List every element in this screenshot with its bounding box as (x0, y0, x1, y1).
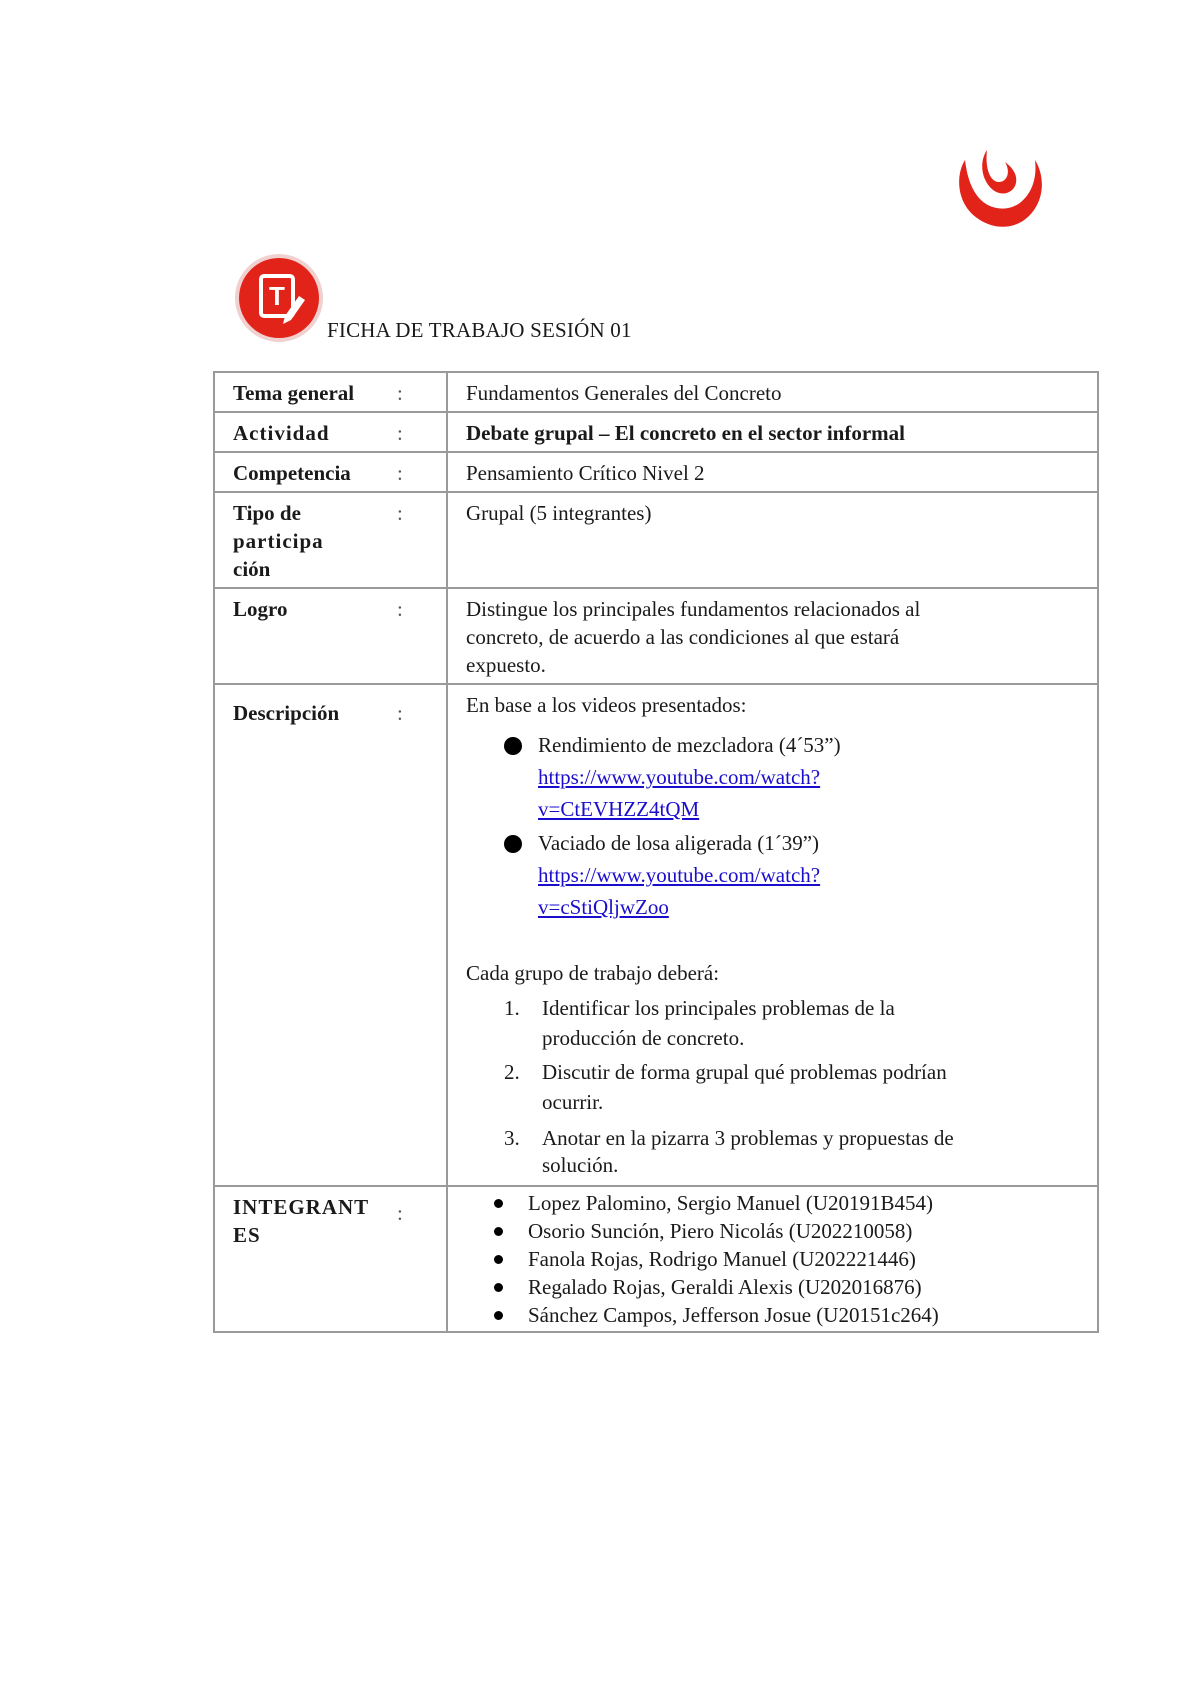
logro-colon: : (397, 588, 447, 684)
competencia-label: Competencia (214, 452, 397, 492)
video-link-line: v=CtEVHZZ4tQM (538, 797, 700, 821)
spacer (466, 925, 1083, 959)
list-item (504, 993, 1083, 1053)
row-tema-general (214, 372, 1098, 412)
tema-colon: : (397, 372, 447, 412)
list-item (494, 1273, 1083, 1301)
integrantes-colon: : (397, 1186, 447, 1332)
list-item (504, 1057, 1083, 1117)
bullet-icon (504, 737, 522, 755)
video-link-line: https://www.youtube.com/watch? (538, 863, 821, 887)
competencia-colon: : (397, 452, 447, 492)
list-item (494, 1245, 1083, 1273)
task-number: 1. (504, 996, 520, 1020)
tipo-label-line: Tipo de (233, 501, 301, 525)
task-number: 3. (504, 1126, 520, 1150)
tipo-label-line: participa (233, 529, 324, 553)
upc-logo-icon (953, 146, 1049, 232)
task-line: solución. (542, 1153, 619, 1177)
bullet-icon (494, 1227, 503, 1236)
video-link-line: v=cStiQljwZoo (538, 895, 669, 919)
page-title: FICHA DE TRABAJO SESIÓN 01 (327, 318, 632, 342)
tipo-label (214, 492, 397, 588)
tema-label: Tema general (214, 372, 397, 412)
tipo-value: Grupal (5 integrantes) (447, 492, 1098, 588)
tipo-label-line: ción (233, 557, 271, 581)
bullet-icon (504, 835, 522, 853)
logro-line: expuesto. (466, 653, 546, 677)
worksheet-icon (233, 252, 325, 344)
actividad-value: Debate grupal – El concreto en el sector informal (447, 412, 1098, 452)
logro-label: Logro (214, 588, 397, 684)
video-link[interactable] (538, 859, 1083, 923)
integrantes-label (214, 1186, 397, 1332)
actividad-label: Actividad (214, 412, 397, 452)
member-name: Osorio Sunción, Piero Nicolás (U202210058) (528, 1219, 913, 1243)
descripcion-label: Descripción (214, 684, 397, 1186)
video-title: Vaciado de losa aligerada (1´39”) (538, 831, 820, 855)
member-name: Lopez Palomino, Sergio Manuel (U20191B454) (528, 1191, 933, 1215)
video-list (466, 729, 1083, 923)
list-item (504, 729, 1083, 825)
logro-value (447, 588, 1098, 684)
members-list (466, 1189, 1083, 1329)
member-name: Regalado Rojas, Geraldi Alexis (U202016876) (528, 1275, 922, 1299)
actividad-colon: : (397, 412, 447, 452)
row-logro (214, 588, 1098, 684)
worksheet-icon-letter: T (269, 281, 285, 311)
task-line: Identificar los principales problemas de la (542, 996, 895, 1020)
list-item (504, 827, 1083, 923)
row-competencia (214, 452, 1098, 492)
descripcion-colon: : (397, 684, 447, 1186)
logro-line: Distingue los principales fundamentos relacionados al (466, 597, 921, 621)
tema-value: Fundamentos Generales del Concreto (447, 372, 1098, 412)
task-line: Discutir de forma grupal qué problemas podrían (542, 1060, 947, 1084)
list-item (494, 1189, 1083, 1217)
row-integrantes (214, 1186, 1098, 1332)
row-actividad (214, 412, 1098, 452)
integrantes-value (447, 1186, 1098, 1332)
integrantes-label-line: ES (233, 1223, 261, 1247)
tipo-colon: : (397, 492, 447, 588)
bullet-icon (494, 1311, 503, 1320)
task-line: producción de concreto. (542, 1026, 745, 1050)
bullet-icon (494, 1255, 503, 1264)
bullet-icon (494, 1283, 503, 1292)
tasks-list (466, 993, 1083, 1177)
integrantes-label-line: INTEGRANT (233, 1195, 370, 1219)
competencia-value: Pensamiento Crítico Nivel 2 (447, 452, 1098, 492)
worksheet-table (213, 371, 1099, 1333)
task-line: ocurrir. (542, 1090, 604, 1114)
task-line: Anotar en la pizarra 3 problemas y propuestas de (542, 1126, 954, 1150)
descripcion-intro: En base a los videos presentados: (466, 693, 747, 717)
list-item (494, 1217, 1083, 1245)
logro-line: concreto, de acuerdo a las condiciones al que estará (466, 625, 900, 649)
task-number: 2. (504, 1060, 520, 1084)
descripcion-value (447, 684, 1098, 1186)
video-title: Rendimiento de mezcladora (4´53”) (538, 733, 841, 757)
row-tipo-participacion (214, 492, 1098, 588)
video-link[interactable] (538, 761, 1083, 825)
list-item (504, 1123, 1083, 1177)
member-name: Sánchez Campos, Jefferson Josue (U20151c264) (528, 1303, 939, 1327)
member-name: Fanola Rojas, Rodrigo Manuel (U202221446) (528, 1247, 916, 1271)
list-item (494, 1301, 1083, 1329)
row-descripcion (214, 684, 1098, 1186)
tasks-intro: Cada grupo de trabajo deberá: (466, 961, 720, 985)
video-link-line: https://www.youtube.com/watch? (538, 765, 821, 789)
bullet-icon (494, 1199, 503, 1208)
